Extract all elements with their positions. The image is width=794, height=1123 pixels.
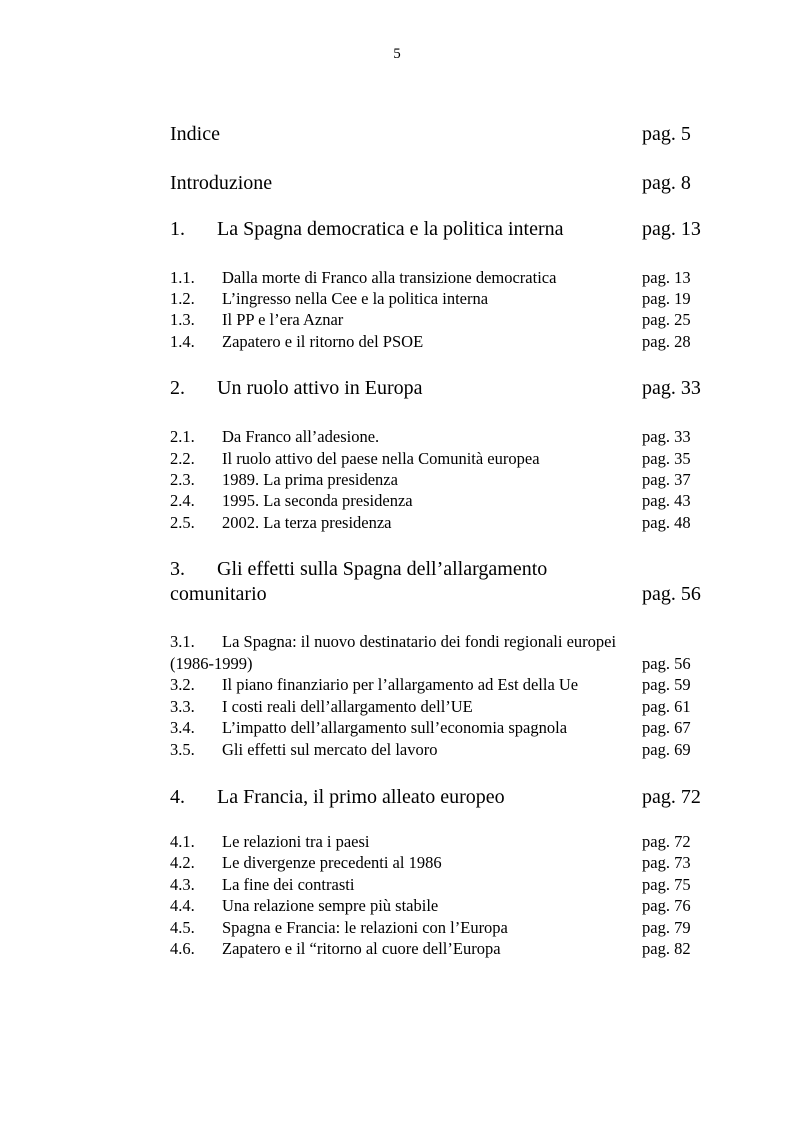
section-number: 3.4. (170, 718, 195, 737)
section-number: 1.3. (170, 310, 195, 329)
section-title[interactable]: Da Franco all’adesione. (222, 427, 380, 446)
section-title[interactable]: L’impatto dell’allargamento sull’economia spagnola (222, 718, 568, 737)
section-number: 1.1. (170, 268, 195, 287)
section-number: 2.4. (170, 491, 195, 510)
section-title[interactable]: Il piano finanziario per l’allargamento ad Est della Ue (222, 675, 579, 694)
section-page: pag. 28 (642, 332, 691, 351)
section-number: 3.5. (170, 740, 195, 759)
chapter-title[interactable]: Un ruolo attivo in Europa (217, 377, 423, 399)
section-number: 2.3. (170, 470, 195, 489)
section-number: 3.1. (170, 632, 195, 651)
section-number: 4.4. (170, 896, 195, 915)
chapter-number: 2. (170, 377, 185, 399)
chapter-page: pag. 13 (642, 218, 701, 240)
section-title[interactable]: Zapatero e il “ritorno al cuore dell’Europa (222, 939, 501, 958)
section-page: pag. 48 (642, 513, 691, 532)
section-title-line1[interactable]: La Spagna: il nuovo destinatario dei fondi regionali europei (222, 632, 617, 651)
section-page: pag. 35 (642, 449, 691, 468)
toc-page: pag. 5 (642, 123, 691, 145)
section-title[interactable]: Le relazioni tra i paesi (222, 832, 370, 851)
section-number: 1.4. (170, 332, 195, 351)
toc-page: pag. 8 (642, 172, 691, 194)
section-page: pag. 75 (642, 875, 691, 894)
section-number: 3.2. (170, 675, 195, 694)
section-page: pag. 19 (642, 289, 691, 308)
section-title[interactable]: 1989. La prima presidenza (222, 470, 398, 489)
section-title[interactable]: La fine dei contrasti (222, 875, 355, 894)
section-page: pag. 13 (642, 268, 691, 287)
chapter-number: 3. (170, 558, 185, 580)
page-number: 5 (393, 46, 401, 62)
section-number: 4.1. (170, 832, 195, 851)
section-page: pag. 37 (642, 470, 691, 489)
section-number: 2.2. (170, 449, 195, 468)
section-page: pag. 69 (642, 740, 691, 759)
section-page: pag. 72 (642, 832, 691, 851)
section-number: 2.5. (170, 513, 195, 532)
chapter-title[interactable]: La Francia, il primo alleato europeo (217, 786, 505, 808)
section-title[interactable]: Il PP e l’era Aznar (222, 310, 344, 329)
section-title[interactable]: Zapatero e il ritorno del PSOE (222, 332, 424, 351)
section-title[interactable]: Il ruolo attivo del paese nella Comunità europea (222, 449, 540, 468)
section-number: 3.3. (170, 697, 195, 716)
section-page: pag. 25 (642, 310, 691, 329)
section-number: 4.5. (170, 918, 195, 937)
section-title-line2[interactable]: (1986-1999) (170, 654, 253, 673)
section-title[interactable]: Gli effetti sul mercato del lavoro (222, 740, 438, 759)
chapter-number: 1. (170, 218, 185, 240)
section-number: 4.6. (170, 939, 195, 958)
section-title[interactable]: Una relazione sempre più stabile (222, 896, 439, 915)
section-page: pag. 76 (642, 896, 691, 915)
section-title[interactable]: Dalla morte di Franco alla transizione democratica (222, 268, 557, 287)
section-page: pag. 43 (642, 491, 691, 510)
section-page: pag. 79 (642, 918, 691, 937)
section-number: 1.2. (170, 289, 195, 308)
section-title[interactable]: Spagna e Francia: le relazioni con l’Europa (222, 918, 508, 937)
chapter-title-line1[interactable]: Gli effetti sulla Spagna dell’allargamento (217, 558, 548, 580)
section-page: pag. 59 (642, 675, 691, 694)
toc-entry-introduzione[interactable]: Introduzione (170, 172, 273, 194)
section-title[interactable]: I costi reali dell’allargamento dell’UE (222, 697, 473, 716)
section-number: 4.3. (170, 875, 195, 894)
chapter-page: pag. 33 (642, 377, 701, 399)
section-title[interactable]: 1995. La seconda presidenza (222, 491, 413, 510)
chapter-title-line2[interactable]: comunitario (170, 583, 267, 605)
section-title[interactable]: 2002. La terza presidenza (222, 513, 392, 532)
section-page: pag. 56 (642, 654, 691, 673)
toc-title: Indice (170, 123, 220, 145)
section-number: 4.2. (170, 853, 195, 872)
chapter-page: pag. 56 (642, 583, 701, 605)
section-title[interactable]: Le divergenze precedenti al 1986 (222, 853, 442, 872)
section-page: pag. 67 (642, 718, 691, 737)
section-page: pag. 33 (642, 427, 691, 446)
section-page: pag. 73 (642, 853, 691, 872)
section-title[interactable]: L’ingresso nella Cee e la politica interna (222, 289, 489, 308)
chapter-title[interactable]: La Spagna democratica e la politica interna (217, 218, 564, 240)
chapter-number: 4. (170, 786, 185, 808)
chapter-page: pag. 72 (642, 786, 701, 808)
section-page: pag. 82 (642, 939, 691, 958)
section-number: 2.1. (170, 427, 195, 446)
section-page: pag. 61 (642, 697, 691, 716)
